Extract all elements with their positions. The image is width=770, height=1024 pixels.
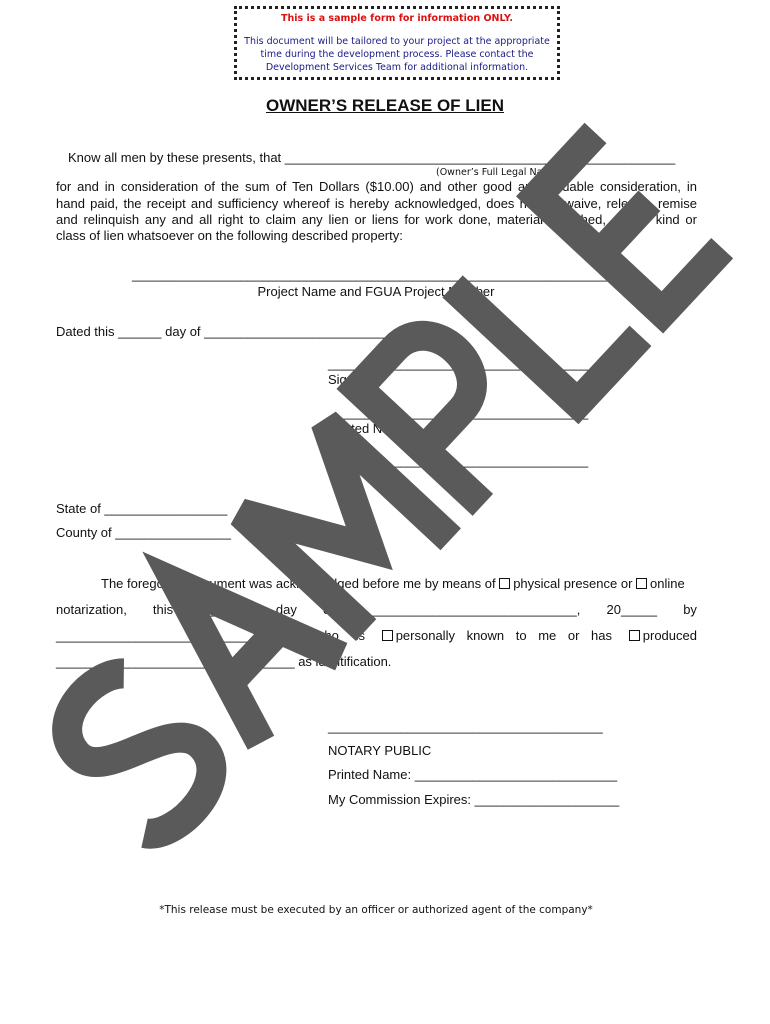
sample-notice-box — [234, 6, 560, 80]
acknowledgment-line-2 — [56, 602, 697, 617]
page-title: OWNER’S RELEASE OF LIEN — [265, 96, 505, 115]
owner-name-caption: (Owner’s Full Legal Name) — [436, 167, 562, 178]
physical-presence-checkbox[interactable] — [499, 578, 510, 589]
body-line: class of lien whatsoever on the following described property: — [56, 228, 403, 243]
signature-blank: ____________________________________ — [328, 356, 589, 371]
project-caption: Project Name and FGUA Project Number — [257, 284, 495, 299]
printed-name-blank: ____________________________________ — [328, 405, 589, 420]
notary-commission: My Commission Expires: ____________________ — [328, 792, 620, 807]
state-line: State of _________________ — [56, 501, 228, 516]
project-blank: ____________________________________________________________________ — [132, 267, 624, 282]
title-blank: ____________________________________ — [328, 453, 589, 468]
ack-word: of — [322, 602, 334, 617]
notary-signature-blank: ______________________________________ — [328, 719, 603, 734]
watermark-letter-l — [453, 219, 641, 403]
online-checkbox[interactable] — [636, 578, 647, 589]
ack-word: _______ — [199, 602, 250, 617]
produced-checkbox[interactable] — [629, 630, 640, 641]
body-line: for and in consideration of the sum of Ten Dollars ($10.00) and other good and valuable consideration, in — [56, 179, 697, 194]
ack-word: ______________________________, — [359, 602, 581, 617]
sample-notice-text: This document will be tailored to your project at the appropriate time during the development process. Please contact the Development Services Team for additional information. — [244, 36, 550, 73]
body-line: hand paid, the receipt and sufficiency whereof is hereby acknowledged, does hereby waive, release, remise — [56, 195, 697, 211]
acknowledgment-line-4: _________________________________ as identification. — [56, 654, 392, 669]
ack-word: by — [683, 602, 697, 617]
ack-word: day — [275, 602, 297, 617]
personally-known-checkbox[interactable] — [382, 630, 393, 641]
footer-note: *This release must be executed by an officer or authorized agent of the company* — [159, 904, 593, 916]
physical-presence-label: physical presence or — [513, 576, 633, 591]
personally-known-label: personally known to me or has — [395, 628, 613, 643]
acknowledgment-line-3 — [56, 628, 697, 643]
ack-blank: _________________________________, — [56, 628, 299, 643]
ack-word: who — [314, 628, 339, 643]
ack-word: is — [355, 628, 365, 643]
notary-printed-name: Printed Name: ____________________________ — [328, 767, 618, 782]
ack-word: 20_____ — [606, 602, 658, 617]
intro-line: Know all men by these presents, that ______________________________________________________ — [68, 150, 676, 165]
ack-word: notarization, — [56, 602, 127, 617]
notary-public-label: NOTARY PUBLIC — [328, 743, 432, 758]
county-line: County of ________________ — [56, 525, 231, 540]
watermark-letter-s — [42, 663, 229, 847]
sample-notice-title: This is a sample form for information ONLY. — [281, 13, 513, 24]
produced-label: produced — [642, 628, 697, 643]
ack-text: The foregoing instrument was acknowledged before me by means of — [101, 576, 496, 591]
online-label: online — [650, 576, 685, 591]
signature-label: Signature — [328, 372, 384, 387]
ack-word: this — [152, 602, 174, 617]
dated-line: Dated this ______ day of __________________________, 20_____. — [56, 324, 454, 339]
printed-name-label: Printed Name — [328, 421, 408, 436]
body-line: and relinquish any and all right to claim any lien or liens for work done, material furnished, or any kind or — [56, 212, 697, 227]
acknowledgment-line-1 — [101, 576, 685, 591]
title-label: Title — [328, 469, 353, 484]
